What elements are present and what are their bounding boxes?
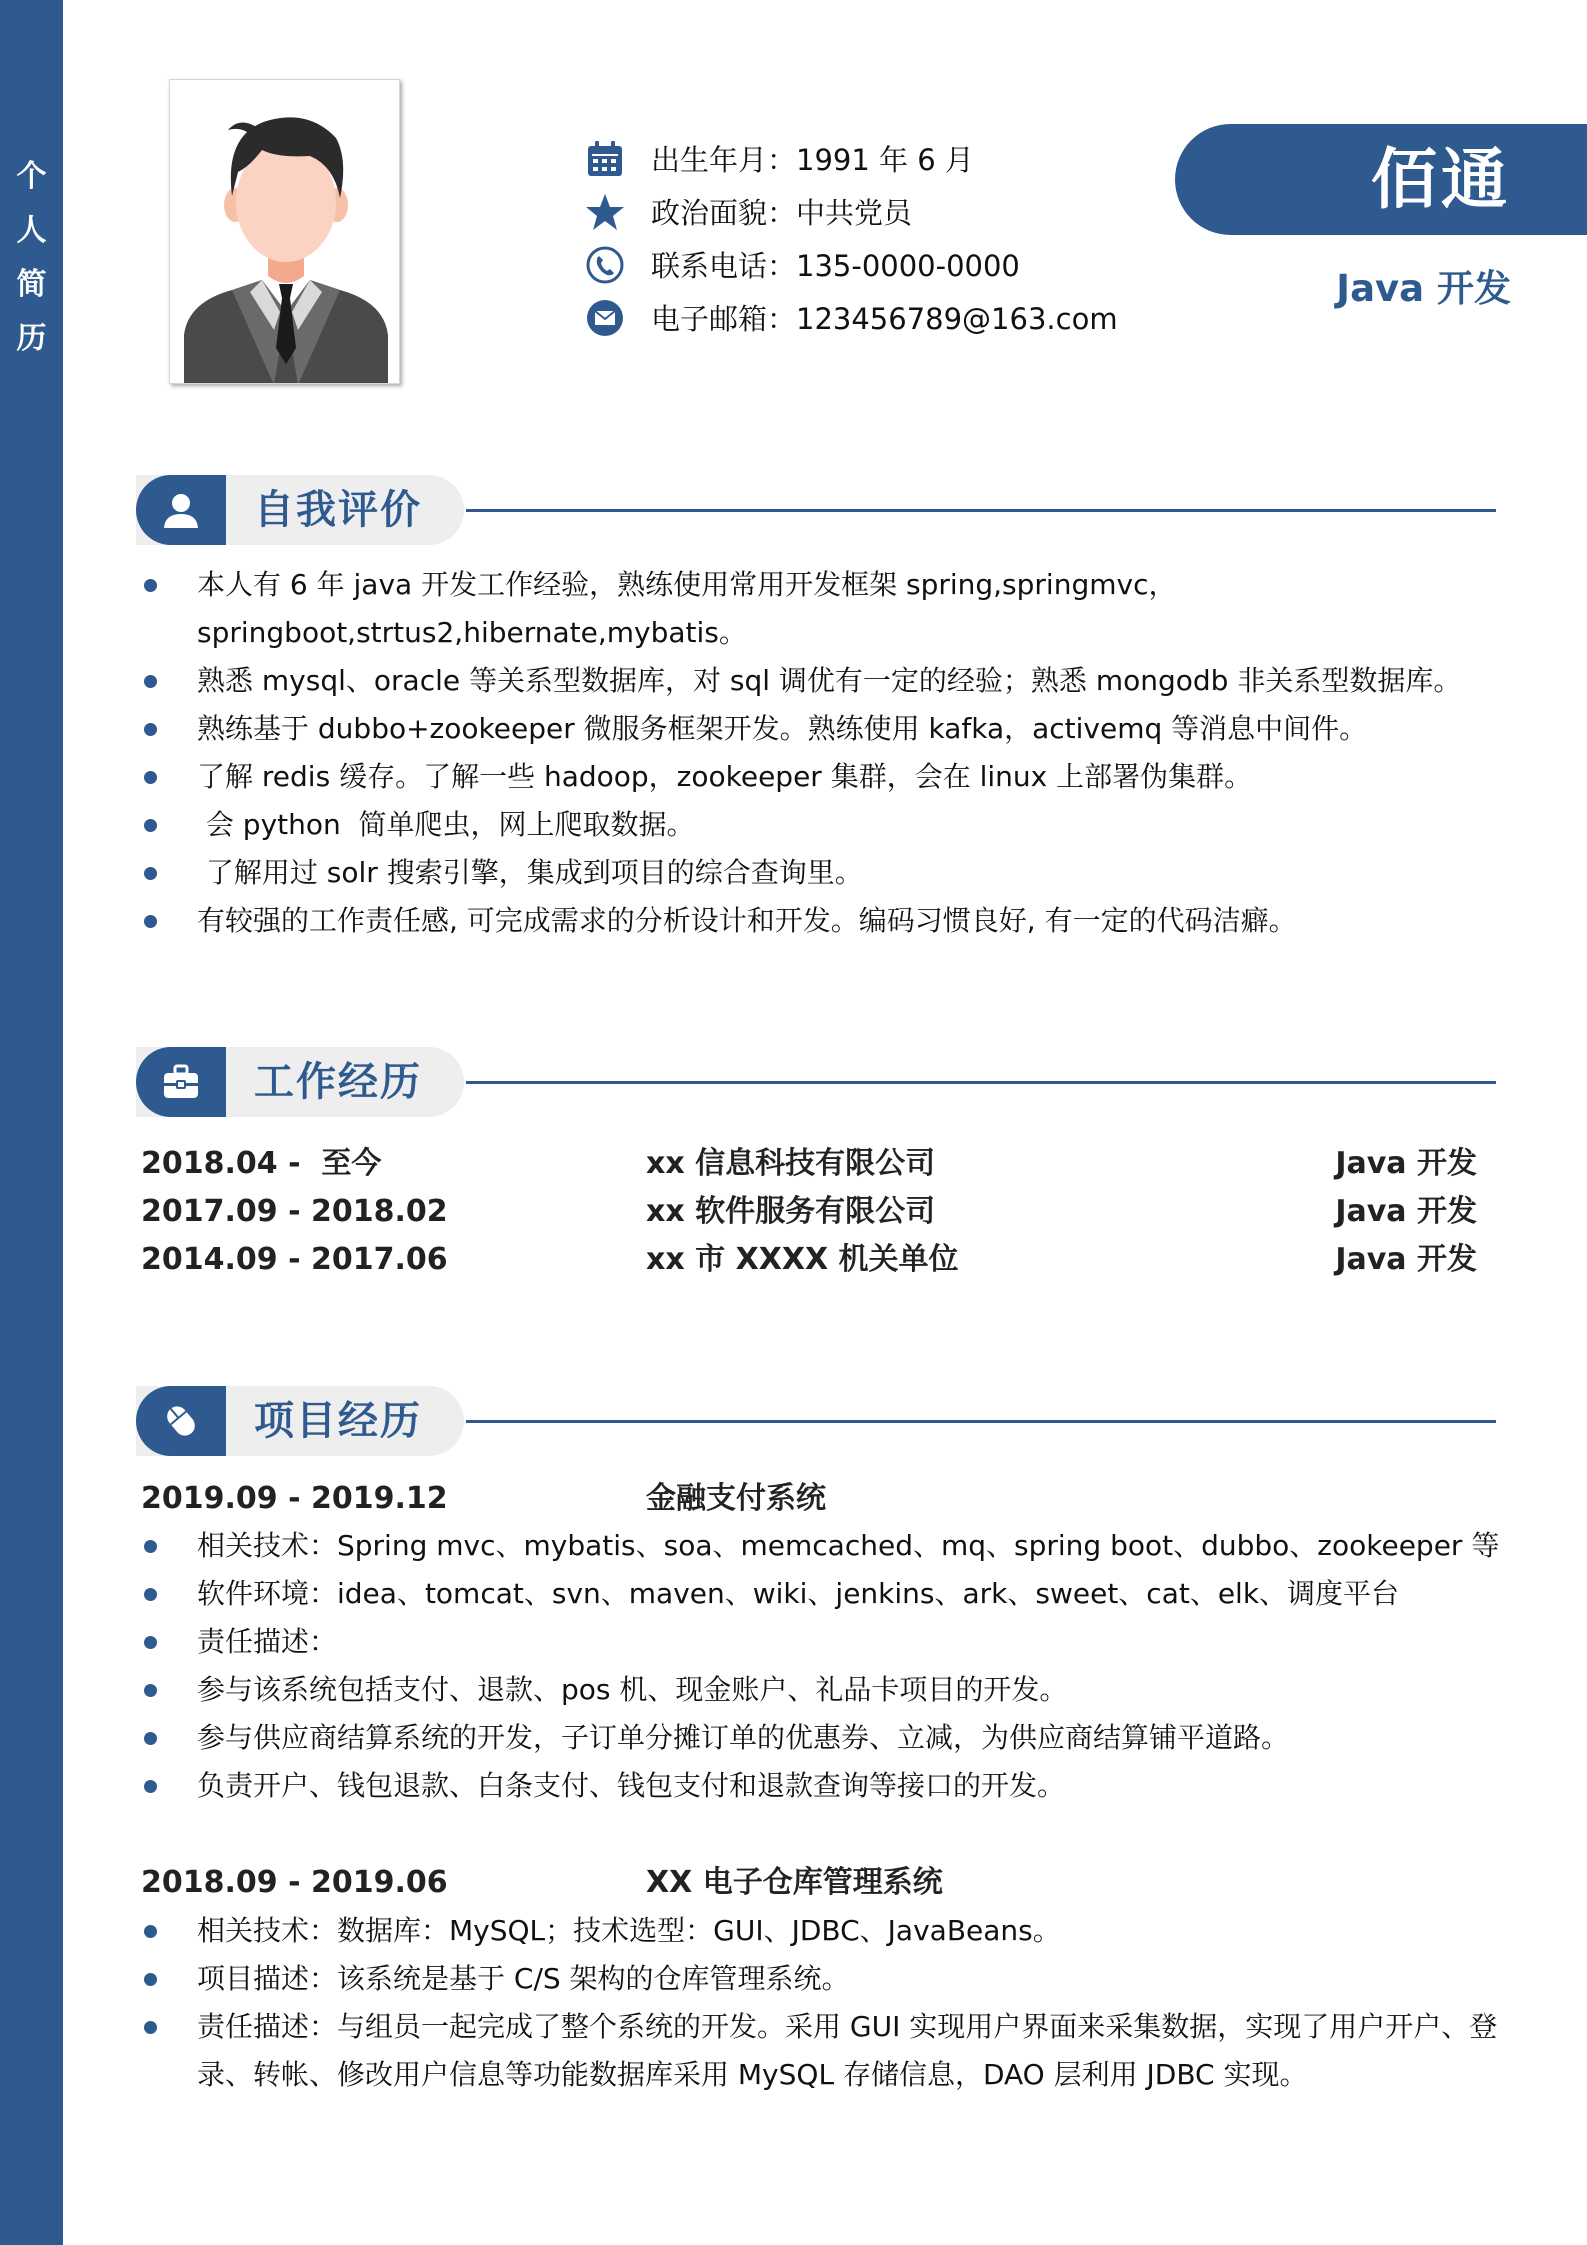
info-phone <box>585 238 1118 291</box>
avatar-illustration <box>170 80 400 384</box>
project-date: 2018.09 - 2019.06 <box>141 1865 448 1900</box>
project-date: 2019.09 - 2019.12 <box>141 1481 448 1516</box>
list-item: 软件环境：idea、tomcat、svn、maven、wiki、jenkins、ark、sweet、cat、elk、调度平台 <box>140 1570 1510 1618</box>
section-header-work <box>136 1047 1496 1117</box>
sidebar-char: 简 <box>16 267 47 302</box>
table-row <box>141 1140 1477 1188</box>
info-politics <box>585 185 1118 238</box>
work-date: 2014.09 - 2017.06 <box>141 1242 448 1277</box>
calendar-icon <box>585 139 625 179</box>
info-birth <box>585 132 1118 185</box>
work-company: xx 市 XXXX 机关单位 <box>646 1242 959 1277</box>
project-header <box>141 1859 1341 1907</box>
mouse-icon <box>136 1386 226 1456</box>
sidebar <box>0 0 63 2245</box>
sidebar-char: 历 <box>16 321 47 356</box>
mail-icon <box>585 298 625 338</box>
project-name: XX 电子仓库管理系统 <box>646 1865 943 1900</box>
section-header-projects <box>136 1386 1496 1456</box>
section-divider <box>466 509 1496 512</box>
info-politics-text: 政治面貌：中共党员 <box>651 196 913 230</box>
work-company: xx 信息科技有限公司 <box>646 1146 936 1181</box>
work-date: 2017.09 - 2018.02 <box>141 1194 448 1229</box>
info-phone-text: 联系电话：135-0000-0000 <box>651 249 1020 283</box>
work-role: Java 开发 <box>1335 1194 1477 1229</box>
avatar <box>169 79 400 384</box>
list-item: 了解 redis 缓存。了解一些 hadoop，zookeeper 集群，会在 linux 上部署伪集群。 <box>140 753 1510 801</box>
table-row <box>141 1188 1477 1236</box>
list-item: 负责开户、钱包退款、白条支付、钱包支付和退款查询等接口的开发。 <box>140 1762 1510 1810</box>
list-item: 有较强的工作责任感, 可完成需求的分析设计和开发。编码习惯良好, 有一定的代码洁癖。 <box>140 897 1510 945</box>
list-item: 熟悉 mysql、oracle 等关系型数据库，对 sql 调优有一定的经验；熟悉 mongodb 非关系型数据库。 <box>140 657 1510 705</box>
work-role: Java 开发 <box>1335 1242 1477 1277</box>
candidate-name: 佰通 <box>1371 141 1511 218</box>
personal-info <box>585 132 1118 344</box>
sidebar-char: 人 <box>16 213 47 248</box>
project-details <box>140 1907 1510 2099</box>
work-date: 2018.04 - 至今 <box>141 1146 382 1181</box>
work-company: xx 软件服务有限公司 <box>646 1194 936 1229</box>
star-icon <box>585 192 625 232</box>
job-title: Java 开发 <box>1336 267 1511 310</box>
work-role: Java 开发 <box>1335 1146 1477 1181</box>
project-name: 金融支付系统 <box>646 1481 826 1516</box>
briefcase-icon <box>136 1047 226 1117</box>
list-item: 相关技术：数据库：MySQL；技术选型：GUI、JDBC、JavaBeans。 <box>140 1907 1510 1955</box>
list-item: 熟练基于 dubbo+zookeeper 微服务框架开发。熟练使用 kafka，activemq 等消息中间件。 <box>140 705 1510 753</box>
info-birth-text: 出生年月：1991 年 6 月 <box>651 143 974 177</box>
list-item: 责任描述：与组员一起完成了整个系统的开发。采用 GUI 实现用户界面来采集数据，实现了用户开户、登录、转帐、修改用户信息等功能数据库采用 MySQL 存储信息，DAO 层利用 JDBC 实现。 <box>140 2003 1510 2099</box>
section-title: 工作经历 <box>254 1059 422 1105</box>
person-icon <box>136 475 226 545</box>
sidebar-char: 个 <box>16 159 47 194</box>
info-email-text: 电子邮箱：123456789@163.com <box>651 302 1118 336</box>
list-item: 本人有 6 年 java 开发工作经验，熟练使用常用开发框架 spring,springmvc，springboot,strtus2,hibernate,mybatis。 <box>140 561 1510 657</box>
sidebar-title <box>0 150 63 366</box>
info-email <box>585 291 1118 344</box>
list-item: 参与供应商结算系统的开发，子订单分摊订单的优惠券、立减，为供应商结算铺平道路。 <box>140 1714 1510 1762</box>
section-title: 自我评价 <box>254 487 422 533</box>
list-item: 会 python 简单爬虫，网上爬取数据。 <box>140 801 1510 849</box>
work-history <box>141 1140 1477 1284</box>
section-divider <box>466 1081 1496 1084</box>
list-item: 了解用过 solr 搜索引擎，集成到项目的综合查询里。 <box>140 849 1510 897</box>
project-header <box>141 1475 1341 1523</box>
list-item: 项目描述：该系统是基于 C/S 架构的仓库管理系统。 <box>140 1955 1510 2003</box>
self-evaluation-list <box>140 561 1510 945</box>
section-header-self <box>136 475 1496 545</box>
section-title: 项目经历 <box>254 1398 422 1444</box>
list-item: 参与该系统包括支付、退款、pos 机、现金账户、礼品卡项目的开发。 <box>140 1666 1510 1714</box>
table-row <box>141 1236 1477 1284</box>
section-divider <box>466 1420 1496 1423</box>
list-item: 相关技术：Spring mvc、mybatis、soa、memcached、mq、spring boot、dubbo、zookeeper 等 <box>140 1522 1510 1570</box>
phone-icon <box>585 245 625 285</box>
project-details <box>140 1522 1510 1810</box>
list-item: 责任描述： <box>140 1618 1510 1666</box>
